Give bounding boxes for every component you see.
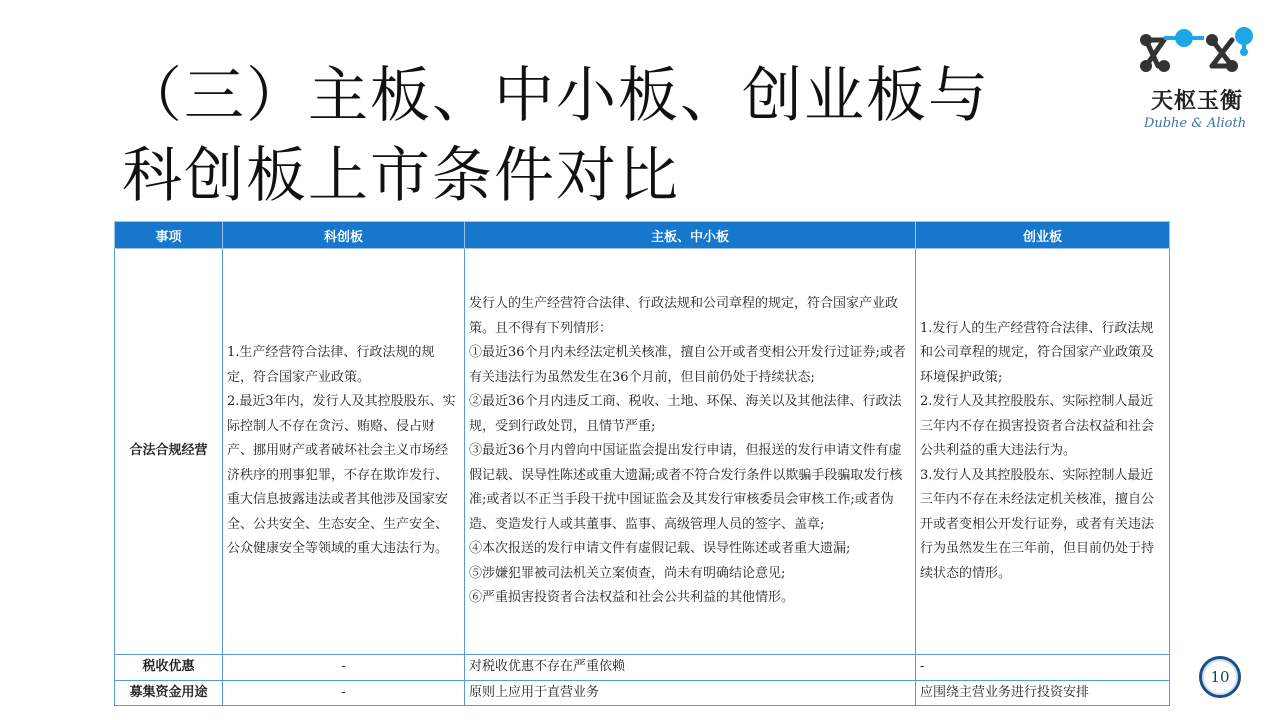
list-item: ⑤涉嫌犯罪被司法机关立案侦查，尚未有明确结论意见; [469,565,786,581]
cell-chuangye-funds: 应围绕主营业务进行投资安排 [916,680,1170,706]
header-chuangye: 创业板 [916,222,1170,249]
row-label-compliance: 合法合规经营 [115,249,223,655]
header-kechuang: 科创板 [223,222,465,249]
table-row [115,249,1170,655]
table-header-row [115,222,1170,249]
list-item: 2.最近3年内，发行人及其控股股东、实际控制人不存在贪污、贿赂、侵占财产、挪用财产或者破坏社会主义市场经济秩序的刑事犯罪，不存在欺诈发行、重大信息披露违法或者其他涉及国家安全、公共安全、生态安全、生产安全、公众健康安全等领域的重大违法行为。 [227,394,456,557]
table-row [115,680,1170,706]
list-item: ④本次报送的发行申请文件有虚假记载、误导性陈述或者重大遗漏; [469,541,851,557]
comparison-table [114,221,1170,706]
logo-subtitle: Dubhe & Alioth [1143,116,1247,131]
row-label-tax: 税收优惠 [115,655,223,681]
cell-chuangye-compliance [916,249,1170,655]
cell-chuangye-tax: - [916,655,1170,681]
logo-text: 天枢玉衡 [1150,89,1243,114]
list-item: ⑥严重损害投资者合法权益和社会公共利益的其他情形。 [469,590,795,606]
row-label-funds: 募集资金用途 [115,680,223,706]
cell-main-tax: 对税收优惠不存在严重依赖 [465,655,916,681]
cell-main-compliance [465,249,916,655]
cell-main-funds: 原则上应用于直营业务 [465,680,916,706]
header-main-sme: 主板、中小板 [465,222,916,249]
page-title [122,56,1132,216]
page-title-line2: 科创板上市条件对比 [122,141,680,211]
header-item: 事项 [115,222,223,249]
list-item: 2.发行人及其控股股东、实际控制人最近三年内不存在损害投资者合法权益和社会公共利益的重大违法行为。 [920,394,1155,459]
list-item: 发行人的生产经营符合法律、行政法规和公司章程的规定，符合国家产业政策。且不得有下列情形： [469,296,899,336]
list-item: ①最近36个月内未经法定机关核准，擅自公开或者变相公开发行过证券;或者有关违法行为虽然发生在36个月前，但目前仍处于持续状态; [469,345,906,385]
table-row [115,655,1170,681]
list-item: 3.发行人及其控股股东、实际控制人最近三年内不存在未经法定机关核准，擅自公开或者变相公开发行证券，或者有关违法行为虽然发生在三年前，但目前仍处于持续状态的情形。 [920,467,1155,581]
cell-kechuang-compliance [223,249,465,655]
cell-kechuang-tax: - [223,655,465,681]
page-number-badge: 10 [1199,656,1241,698]
list-item: ③最近36个月内曾向中国证监会提出发行申请，但报送的发行申请文件有虚假记载、误导性陈述或重大遗漏;或者不符合发行条件以欺骗手段骗取发行核准;或者以不正当手段干扰中国证监会及其发行审核委员会审核工作;或者伪造、变造发行人或其董事、监事、高级管理人员的签字、盖章; [469,443,903,532]
list-item: 1.生产经营符合法律、行政法规的规定，符合国家产业政策。 [227,345,435,385]
page-title-line1: （三）主板、中小板、创业板与 [122,61,990,131]
list-item: 1.发行人的生产经营符合法律、行政法规和公司章程的规定，符合国家产业政策及环境保护政策; [920,320,1155,385]
list-item: ②最近36个月内违反工商、税收、土地、环保、海关以及其他法律、行政法规，受到行政处罚，且情节严重; [469,394,902,434]
cell-kechuang-funds: - [223,680,465,706]
